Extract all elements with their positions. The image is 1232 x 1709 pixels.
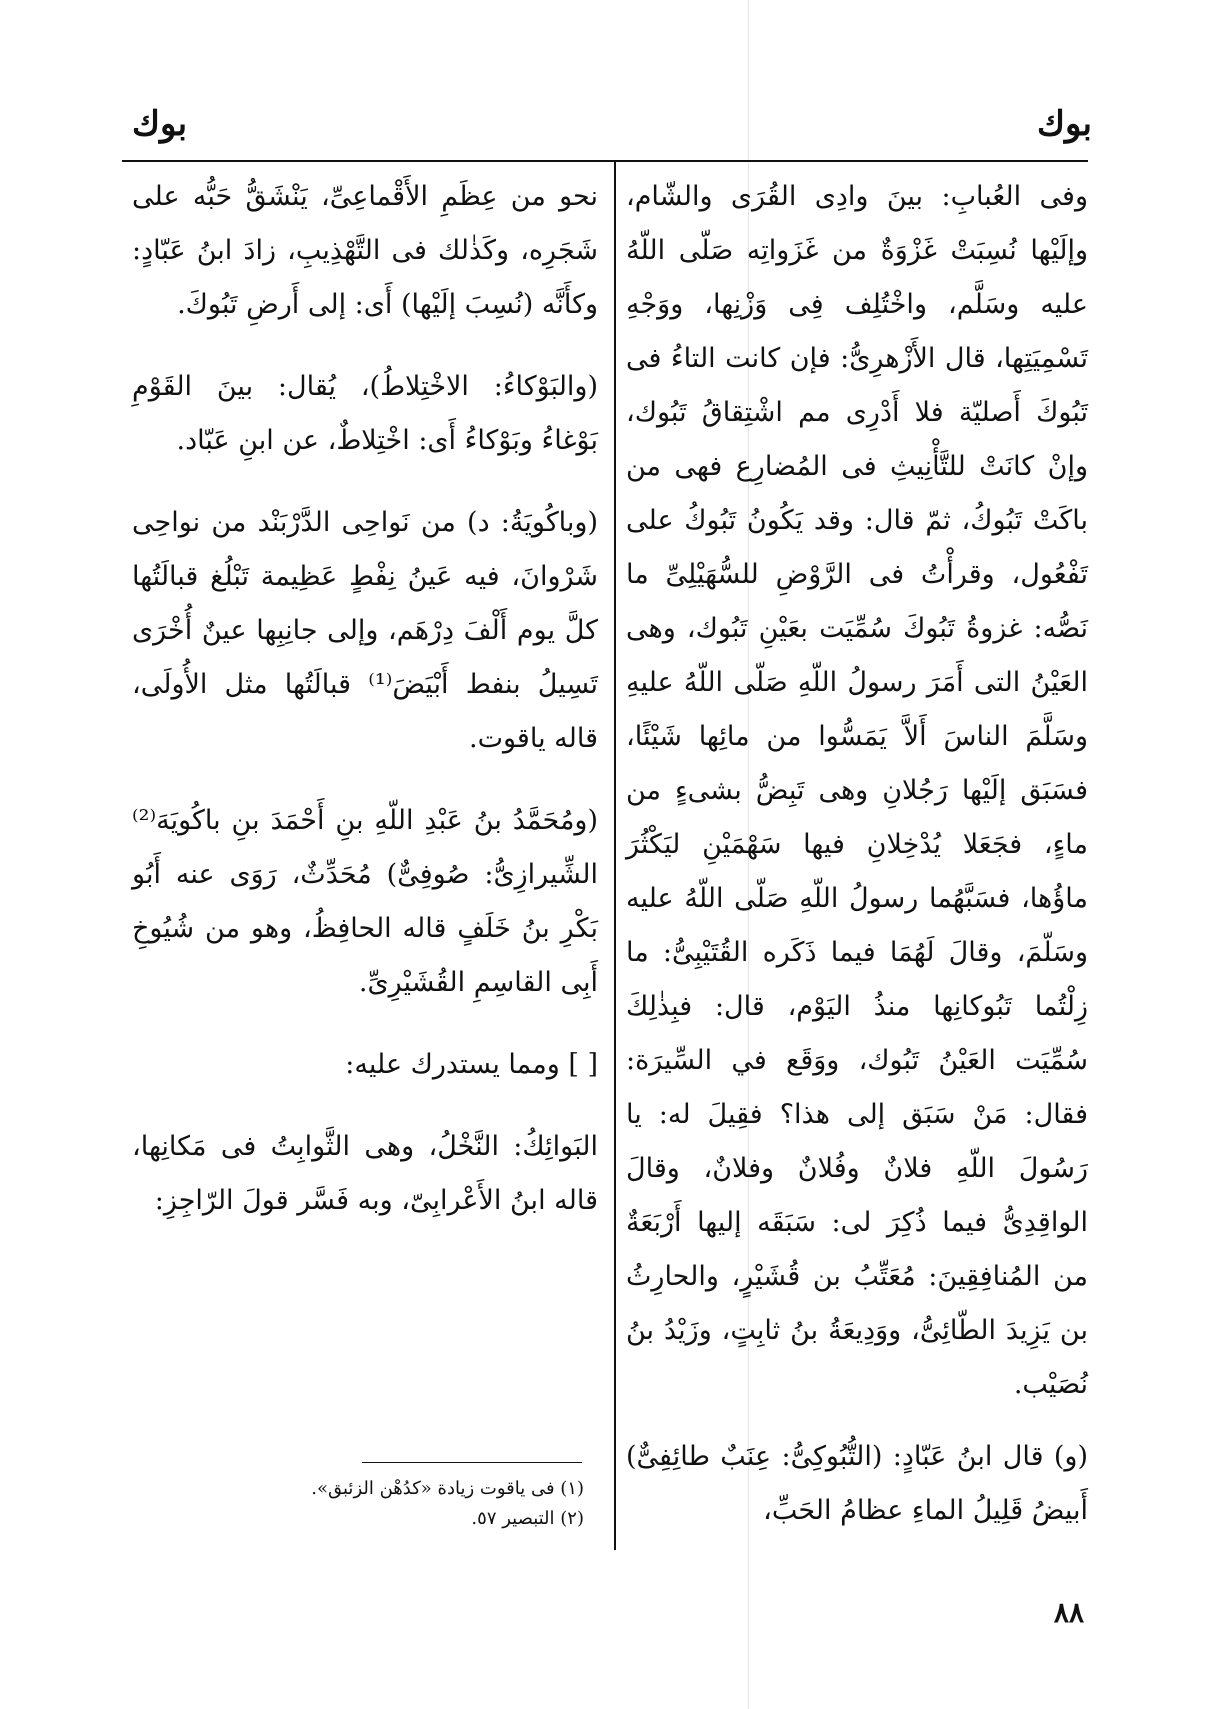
footnotes (140, 1474, 584, 1534)
left-column-paragraph: [ ] ومما يستدرك عليه: (345, 1049, 598, 1080)
running-header-left: بوك (132, 104, 188, 144)
footnote-1: (١) فى ياقوت زيادة «كدُهْن الزئبق». (311, 1478, 584, 1499)
page-number: ٨٨ (1053, 1596, 1084, 1629)
running-header-right: بوك (1036, 104, 1092, 144)
header-rule (122, 160, 1088, 162)
right-column-paragraph: (و) قال ابنُ عَبّادٍ: (التُّبُوكِىُّ: عِنَبٌ طائِفِىٌّ) أَبيضُ قَلِيلُ الماءِ عظامُ الحَبِّ، (626, 1441, 1088, 1526)
left-column-paragraph: نحو من عِظَمِ الأَقْماعِىِّ، يَنْشَقُّ حَبُّه على شَجَرِه، وكَذٰلك فى التَّهْذِيبِ، زادَ ابنُ عَبّادٍ: وكأَنَّه (نُسِبَ إلَيْها) أَى: إلى أَرضِ تَبُوكَ. (132, 181, 598, 320)
right-column (626, 170, 1088, 1566)
left-column-paragraph: (والبَوْكاءُ: الاخْتِلاطُ)، يُقال: بينَ القَوْمِ بَوْغاءُ وبَوْكاءُ أَى: اخْتِلاطٌ، عن ابنِ عَبّاد. (132, 371, 598, 456)
left-column-paragraph: (ومُحَمَّدُ بنُ عَبْدِ اللّهِ بنِ أَحْمَدَ بنِ باكُويَهَ⁽²⁾ الشِّيرازِىُّ: صُوفِىٌّ) مُحَدِّثٌ، رَوَى عنه أَبُو بَكْرِ بنُ خَلَفٍ قاله الحافِظُ، وهو من شُيُوخِ أَبِى القاسِمِ القُشَيْرِىِّ. (132, 805, 598, 998)
left-column (132, 170, 598, 1256)
left-column-paragraph: (وباكُويَةُ: د) من نَواحِى الدَّرْبَنْد من نواحِى شَرْوانَ، فيه عَينُ نِفْطٍ عَظِيمة تَبْلُغ قبالَتُها كلَّ يوم أَلْفَ دِرْهَم، وإلى جانِبِها عينٌ أُخْرَى تَسِيلُ بنفط أَبْيَضَ⁽¹⁾ قبالَتُها مثل الأُولَى، قاله ياقوت. (132, 507, 599, 754)
column-divider (614, 162, 616, 1550)
footnote-2: (٢) التبصير ٥٧. (471, 1508, 584, 1529)
right-column-paragraph: وفى العُبابِ: بينَ وادِى القُرَى والشّام، وإلَيْها نُسِبَتْ غَزْوَةٌ من غَزَواتِه صَلّى اللّهُ عليه وسَلَّم، واخْتُلِف فِى وَزْنِها، ووَجْهِ تَسْمِيَتِها، قال الأَزْهرِىُّ: فإن كانت التاءُ فى تَبُوكَ أَصليّة فلا أَدْرِى مم اشْتِقاقُ تَبُوك، وإنْ كانَتْ للتَّأْنِيثِ فى المُضارِع فهى من باكَتْ تَبُوكُ، ثمّ قال: وقد يَكُونُ تَبُوكُ على تَفْعُول، وقرأْتُ فى الرَّوْضِ للسُّهَيْلِىِّ ما نَصُّه: غزوةُ تَبُوكَ سُمِّيَت بعَيْنِ تَبُوك، وهى العَيْنُ التى أَمَرَ رسولُ اللّهِ صَلّى اللّهُ عليهِ وسَلَّمَ الناسَ أَلاَّ يَمَسُّوا من مائِها شَيْئًا، فسَبَق إلَيْها رَجُلانِ وهى تَبِضُّ بشىءٍ من ماءٍ، فجَعَلا يُدْخِلانِ فيها سَهْمَيْنِ ليَكْثُرَ ماؤُها، فسَبَّهُما رسولُ اللّهِ صَلّى اللّهُ عليه وسَلّمَ، وقالَ لَهُمَا فيما ذَكَره القُتَيْبِىُّ: ما زِلْتُما تَبُوكانِها منذُ اليَوْم، قال: فبِذٰلِكَ سُمِّيَت العَيْنُ تَبُوك، ووَقَع في السِّيرَة: فقال: مَنْ سَبَق إلى هذا؟ فقِيلَ له: يا رَسُولَ اللّهِ فلانٌ وفُلانٌ وفلانٌ، وقالَ الواقِدِىُّ فيما ذُكِرَ لى: سَبَقَه إليها أَرْبَعَةٌ من المُنافِقِينَ: مُعَتِّبُ بن قُشَيْرٍ، والحارِثُ بن يَزِيدَ الطّائِىُّ، ووَدِيعَةُ بنُ ثابِتٍ، وزَيْدُ بنُ نُصَيْب. (626, 181, 1088, 1400)
footnote-rule (362, 1462, 582, 1463)
left-column-paragraph: البَوائِكُ: النَّخْلُ، وهى الثَّوابِتُ فى مَكانِها، قاله ابنُ الأَعْرابِىّ، وبه فَسَّر قولَ الرّاجِزِ: (132, 1131, 598, 1216)
